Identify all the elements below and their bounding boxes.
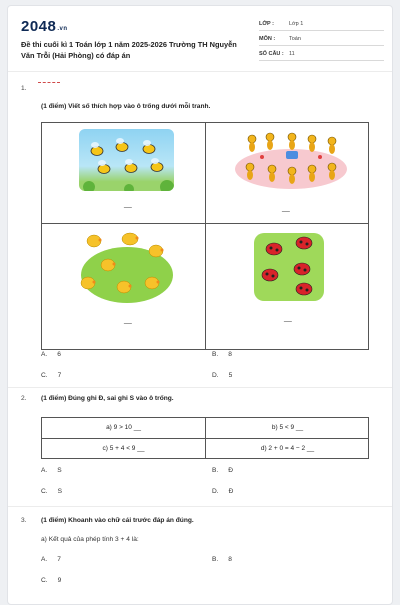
q2-option-b[interactable]: B. Đ <box>212 467 233 474</box>
blank-4: __ <box>284 315 292 322</box>
question-3-number: 3. <box>21 517 27 524</box>
question-2-text: (1 điểm) Đúng ghi Đ, sai ghi S vào ô trống. <box>41 395 174 402</box>
question-divider <box>8 387 392 388</box>
blank-3: __ <box>124 317 132 324</box>
q1-option-b[interactable]: B. 8 <box>212 351 232 358</box>
document-title: Đề thi cuối kì 1 Toán lớp 1 năm 2025-2026 Trường TH Nguyễn Văn Trỗi (Hải Phòng) có đáp án <box>21 40 237 60</box>
answer-mark <box>38 82 60 83</box>
question-3-text: (1 điểm) Khoanh vào chữ cái trước đáp án đúng. <box>41 517 194 524</box>
true-false-table <box>41 417 369 459</box>
question-1-text: (1 điểm) Viết số thích hợp vào ô trống dưới mỗi tranh. <box>41 103 211 110</box>
q2-option-c[interactable]: C. S <box>41 488 62 495</box>
question-1-number: 1. <box>21 85 27 92</box>
cell-b: b) 5 < 9 __ <box>271 424 304 431</box>
q3-option-b[interactable]: B. 8 <box>212 556 232 563</box>
q3-option-a[interactable]: A. 7 <box>41 556 61 563</box>
question-3a-text: a) Kết quả của phép tính 3 + 4 là: <box>41 536 139 543</box>
blank-2: __ <box>282 205 290 212</box>
ants-picture <box>232 127 350 193</box>
q3-option-c[interactable]: C. 9 <box>41 577 62 584</box>
ladybugs-picture <box>254 233 324 301</box>
question-divider <box>8 506 392 507</box>
question-2-number: 2. <box>21 395 27 402</box>
q2-option-a[interactable]: A. S <box>41 467 62 474</box>
bees-picture <box>79 129 174 191</box>
blank-1: __ <box>124 201 132 208</box>
site-logo[interactable]: 2048.vn <box>21 18 68 35</box>
q1-option-c[interactable]: C. 7 <box>41 372 62 379</box>
q1-option-d[interactable]: D. 5 <box>212 372 233 379</box>
cell-c: c) 5 + 4 < 9 __ <box>102 445 145 452</box>
meta-subject: MÔN : Toán <box>259 33 384 46</box>
q1-option-a[interactable]: A. 6 <box>41 351 61 358</box>
cell-a: a) 9 > 10 __ <box>106 424 141 431</box>
q2-option-d[interactable]: D. Đ <box>212 488 234 495</box>
meta-class: LỚP : Lớp 1 <box>259 18 384 31</box>
chicks-picture <box>80 227 174 305</box>
cell-d: d) 2 + 0 = 4 − 2 __ <box>260 445 315 452</box>
exam-sheet <box>7 5 393 605</box>
meta-count: SỐ CÂU : 11 <box>259 48 384 61</box>
picture-table <box>41 122 369 350</box>
header-divider <box>8 71 392 72</box>
